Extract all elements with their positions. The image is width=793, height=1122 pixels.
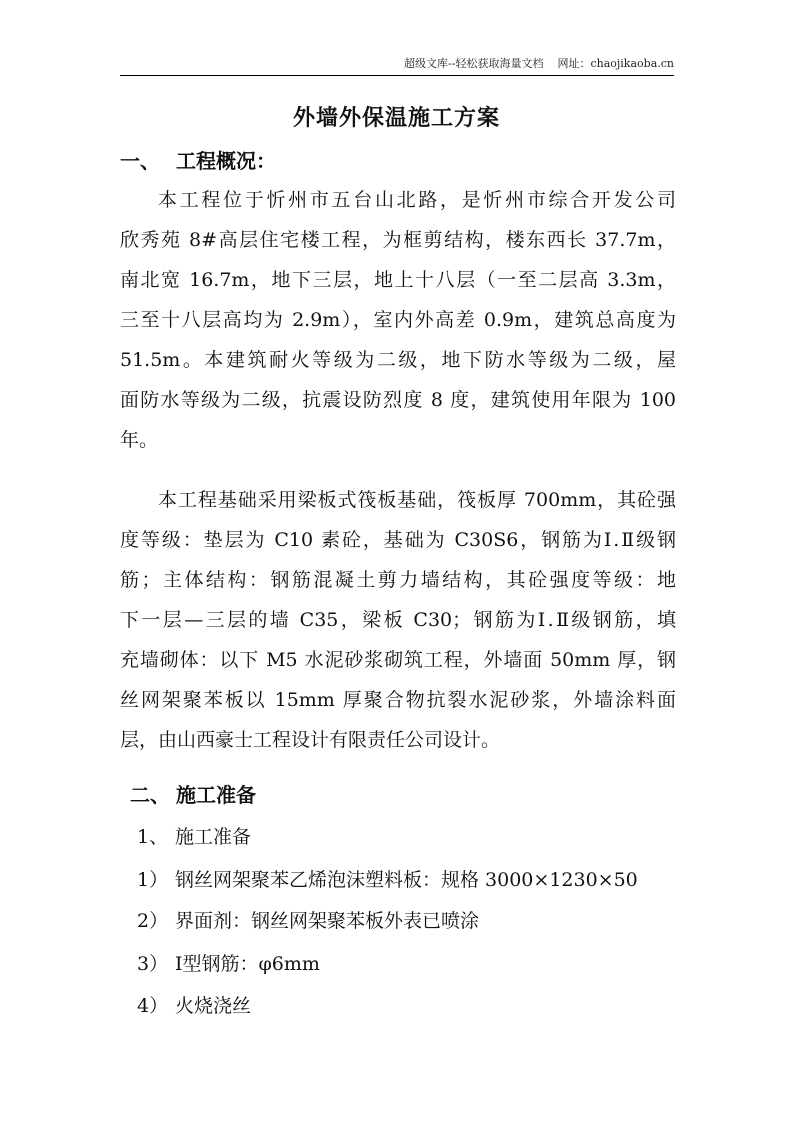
paragraph-line: 丝网架聚苯板以 15mm 厚聚合物抗裂水泥砂浆，外墙涂料面 [120,689,676,711]
list-item-number: 4） [137,995,169,1017]
paragraph-line: 充墙砌体：以下 M5 水泥砂浆砌筑工程，外墙面 50mm 厚，钢 [120,649,676,671]
list-item-number: 2） [137,910,169,932]
header-site-name: 超级文库--轻松获取海量文档 [404,57,544,70]
list-item [137,866,638,894]
list-item-text: 钢丝网架聚苯乙烯泡沫塑料板：规格 3000×1230×50 [175,869,638,891]
list-item-text: 火烧浇丝 [175,995,252,1017]
paragraph-line: 欣秀苑 8#高层住宅楼工程，为框剪结构，楼东西长 37.7m， [120,229,676,251]
paragraph-line: 面防水等级为二级，抗震设防烈度 8 度，建筑使用年限为 100 [120,389,676,411]
paragraph-line: 度等级：垫层为 C10 素砼，基础为 C30S6，钢筋为Ⅰ.Ⅱ级钢 [120,529,676,551]
paragraph-line: 本工程位于忻州市五台山北路，是忻州市综合开发公司 [158,189,676,211]
section-2-title: 施工准备 [176,783,256,807]
document-title: 外墙外保温施工方案 [292,105,500,131]
list-item-number: 3） [137,953,169,975]
section-1-paragraph-1 [120,180,676,460]
list-item-text: Ⅰ型钢筋：φ6mm [175,953,320,975]
subheading-label: 施工准备 [175,826,252,848]
section-1-number: 一、 [120,149,160,173]
list-item-text: 界面剂：钢丝网架聚苯板外表已喷涂 [175,910,480,932]
paragraph-line: 层，由山西豪士工程设计有限责任公司设计。 [120,729,501,751]
header-site-url: 网址：chaojikaoba.cn [557,57,674,70]
paragraph-line: 51.5m。本建筑耐火等级为二级，地下防水等级为二级，屋 [120,349,676,371]
paragraph-line: 三至十八层高均为 2.9m），室内外高差 0.9m，建筑总高度为 [120,309,676,331]
paragraph-line: 年。 [120,429,159,451]
paragraph-line: 本工程基础采用梁板式筏板基础，筏板厚 700mm，其砼强 [158,489,676,511]
paragraph-line: 南北宽 16.7m，地下三层，地上十八层（一至二层高 3.3m， [120,269,676,291]
section-1-paragraph-2 [120,480,676,760]
section-1-title: 工程概况： [176,149,276,173]
section-2-heading [130,781,256,809]
list-item [137,950,320,978]
list-item [137,992,251,1020]
subheading-number: 1、 [137,826,169,848]
paragraph-line: 下一层—三层的墙 C35，梁板 C30；钢筋为Ⅰ.Ⅱ级钢筋，填 [120,609,676,631]
list-item-number: 1） [137,869,169,891]
list-item [137,907,479,935]
page-header [120,57,674,76]
section-1-heading [120,147,276,175]
section-2-number: 二、 [130,783,170,807]
section-2-subheading [137,823,251,851]
paragraph-line: 筋；主体结构：钢筋混凝土剪力墙结构，其砼强度等级：地 [120,569,676,591]
